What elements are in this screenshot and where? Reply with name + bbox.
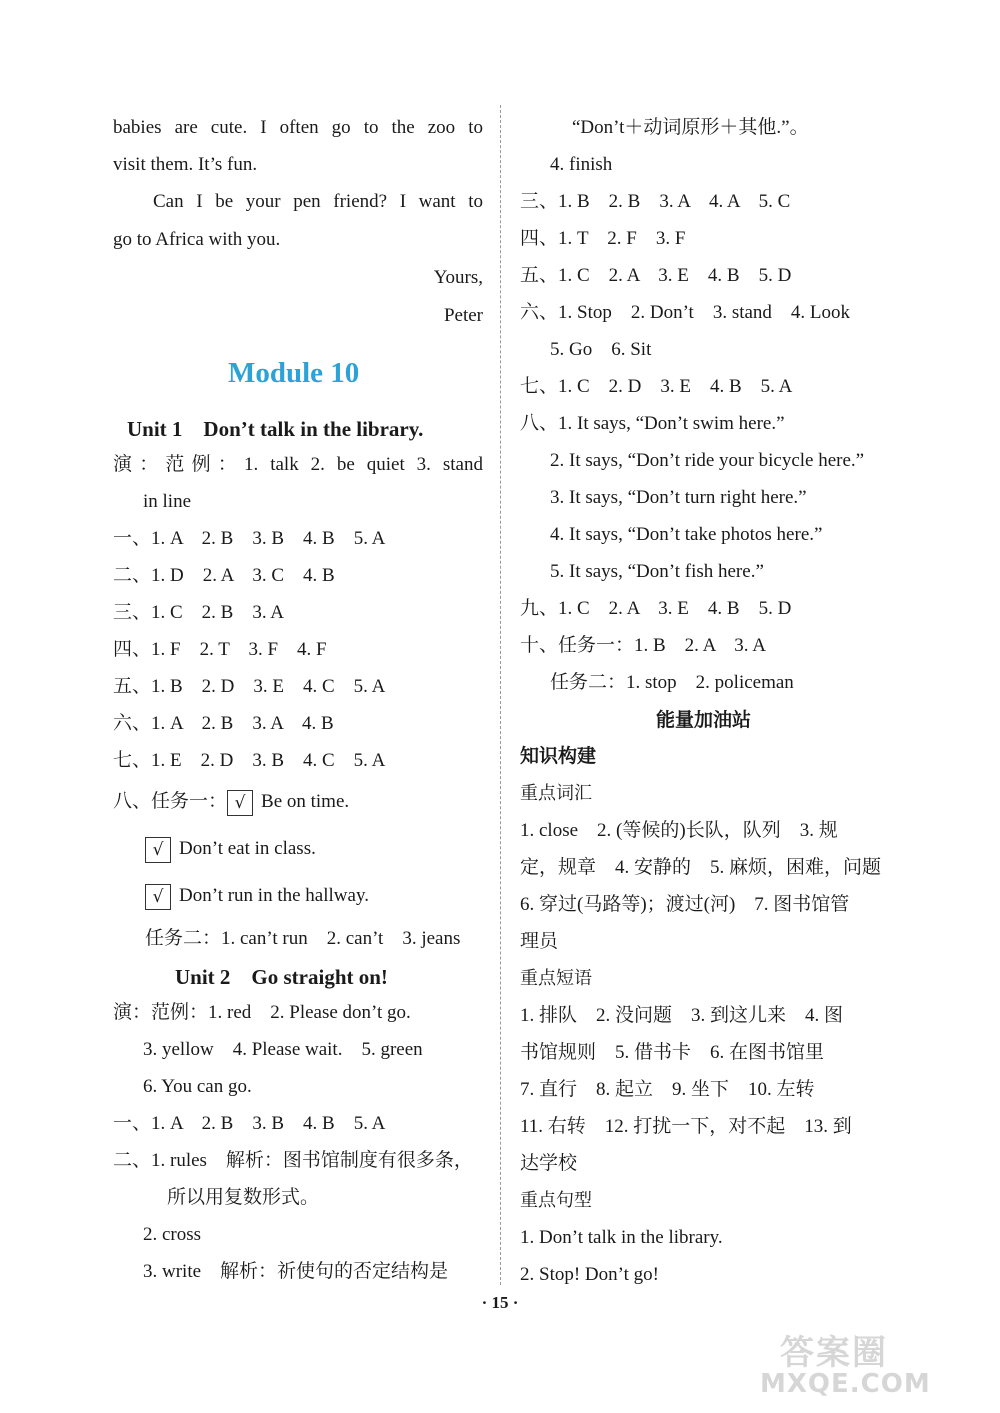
letter-line: babies are cute. I often go to the zoo to xyxy=(113,117,483,138)
subsection-label: 重点词汇 xyxy=(520,783,592,804)
sentence-line: 1. Don’t talk in the library. xyxy=(520,1227,723,1248)
column-divider xyxy=(500,105,501,1285)
vocab-line: 定，规章 4. 安静的 5. 麻烦，困难，问题 xyxy=(520,857,882,878)
answer-line: 六、1. Stop 2. Don’t 3. stand 4. Look xyxy=(520,302,851,323)
answer-line: 2. cross xyxy=(143,1224,202,1245)
watermark-logo xyxy=(760,1325,990,1405)
answer-line: 六、1. A 2. B 3. A 4. B xyxy=(113,713,334,734)
answer-line: 八、1. It says, “Don’t swim here.” xyxy=(520,413,785,434)
task-label: 八、任务一： xyxy=(113,791,228,812)
answer-line: 九、1. C 2. A 3. E 4. B 5. D xyxy=(520,598,792,619)
answer-line: 五、1. B 2. D 3. E 4. C 5. A xyxy=(113,676,386,697)
answer-line: 3. yellow 4. Please wait. 5. green xyxy=(143,1039,423,1060)
check-item-text: Be on time. xyxy=(261,791,350,812)
answer-line: 4. finish xyxy=(550,154,613,175)
letter-line: go to Africa with you. xyxy=(113,229,281,250)
answer-line: “Don’t＋动词原形＋其他.”。 xyxy=(572,117,809,138)
phrase-line: 达学校 xyxy=(520,1153,578,1174)
check-item xyxy=(145,882,369,910)
checkbox-checked: √ xyxy=(145,884,171,910)
answer-line: 七、1. C 2. D 3. E 4. B 5. A xyxy=(520,376,793,397)
check-item xyxy=(145,835,316,863)
answer-line: 所以用复数形式。 xyxy=(167,1187,320,1208)
answer-line: 任务二：1. can’t run 2. can’t 3. jeans xyxy=(145,928,461,949)
letter-signature: Peter xyxy=(443,305,483,326)
letter-line: Can I be your pen friend? I want to xyxy=(153,191,483,212)
watermark-text: 答案圈 xyxy=(780,1333,888,1373)
answer-line: 三、1. B 2. B 3. A 4. A 5. C xyxy=(520,191,791,212)
module-title: Module 10 xyxy=(228,357,360,389)
subsection-title: 知识构建 xyxy=(520,745,597,767)
answer-line: in line xyxy=(143,491,192,512)
answer-line: 二、1. D 2. A 3. C 4. B xyxy=(113,565,335,586)
letter-closing: Yours, xyxy=(433,267,483,288)
check-item-text: Don’t eat in class. xyxy=(179,838,316,859)
answer-line: 四、1. T 2. F 3. F xyxy=(520,228,686,249)
phrase-line: 11. 右转 12. 打扰一下，对不起 13. 到 xyxy=(520,1116,852,1137)
phrase-line: 1. 排队 2. 没问题 3. 到这儿来 4. 图 xyxy=(520,1005,844,1026)
answer-line: 演：范例：1. talk 2. be quiet 3. stand xyxy=(113,454,483,475)
answer-line: 演：范例：1. red 2. Please don’t go. xyxy=(113,1002,411,1023)
answer-line: 三、1. C 2. B 3. A xyxy=(113,602,285,623)
phrase-line: 书馆规则 5. 借书卡 6. 在图书馆里 xyxy=(520,1042,825,1063)
answer-line xyxy=(113,788,349,816)
answer-line: 4. It says, “Don’t take photos here.” xyxy=(550,524,823,545)
vocab-line: 理员 xyxy=(520,931,559,952)
answer-line: 6. You can go. xyxy=(143,1076,252,1097)
answer-line: 3. write 解析：祈使句的否定结构是 xyxy=(143,1261,449,1282)
unit-title: Unit 1 Don’t talk in the library. xyxy=(127,417,424,441)
answer-line: 5. Go 6. Sit xyxy=(550,339,652,360)
vocab-line: 6. 穿过(马路等)；渡过(河) 7. 图书馆管 xyxy=(520,894,850,915)
unit-title: Unit 2 Go straight on! xyxy=(175,965,388,989)
check-item-text: Don’t run in the hallway. xyxy=(179,885,369,906)
page-number: · 15 · xyxy=(481,1293,519,1312)
answer-line: 一、1. A 2. B 3. B 4. B 5. A xyxy=(113,528,386,549)
subsection-label: 重点句型 xyxy=(520,1190,592,1211)
answer-line: 七、1. E 2. D 3. B 4. C 5. A xyxy=(113,750,386,771)
answer-line: 一、1. A 2. B 3. B 4. B 5. A xyxy=(113,1113,386,1134)
checkbox-checked: √ xyxy=(145,837,171,863)
watermark-url: MXQE.COM xyxy=(760,1369,931,1399)
answer-line: 四、1. F 2. T 3. F 4. F xyxy=(113,639,327,660)
sentence-line: 2. Stop! Don’t go! xyxy=(520,1264,659,1285)
vocab-line: 1. close 2. (等候的)长队，队列 3. 规 xyxy=(520,820,838,841)
letter-line: visit them. It’s fun. xyxy=(113,154,258,175)
answer-line: 二、1. rules 解析：图书馆制度有很多条， xyxy=(113,1150,473,1171)
phrase-line: 7. 直行 8. 起立 9. 坐下 10. 左转 xyxy=(520,1079,815,1100)
answer-line: 5. It says, “Don’t fish here.” xyxy=(550,561,764,582)
answer-line: 2. It says, “Don’t ride your bicycle here.” xyxy=(550,450,865,471)
checkbox-checked: √ xyxy=(227,790,253,816)
answer-line: 3. It says, “Don’t turn right here.” xyxy=(550,487,807,508)
answer-line: 五、1. C 2. A 3. E 4. B 5. D xyxy=(520,265,792,286)
subsection-label: 重点短语 xyxy=(520,968,592,989)
section-title: 能量加油站 xyxy=(656,709,752,731)
answer-line: 任务二：1. stop 2. policeman xyxy=(550,672,794,693)
answer-line: 十、任务一：1. B 2. A 3. A xyxy=(520,635,766,656)
